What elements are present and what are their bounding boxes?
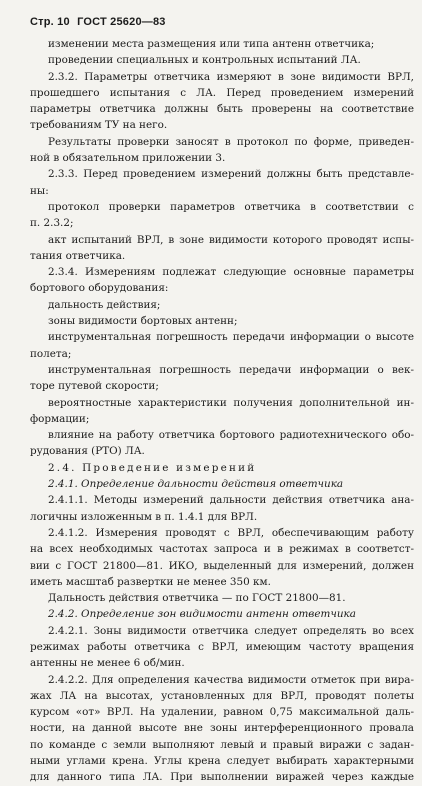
- text-line: формации;: [30, 412, 90, 425]
- text-line: 2.4.2. Определение зон видимости антенн ответчика: [48, 608, 356, 621]
- text-line: антенны не менее 6 об/мин.: [30, 657, 185, 670]
- body-text: [30, 36, 414, 786]
- text-line: 2.4.1.2. Измерения проводят с ВРЛ, обеспечивающим работу: [48, 526, 414, 539]
- text-line: 2.3.3. Перед проведением измерений должны быть представле-: [48, 168, 414, 181]
- text-line: рудования (РТО) ЛА.: [30, 445, 145, 458]
- text-line: прошедшего испытания с ЛА. Перед проведением измерений: [30, 86, 414, 99]
- text-line: по команде с земли выполняют левый и правый виражи с задан-: [30, 738, 414, 751]
- text-line: акт испытаний ВРЛ, в зоне видимости которого проводят испы-: [48, 233, 414, 246]
- text-line: 2.4.1. Определение дальности действия ответчика: [48, 478, 344, 491]
- text-line: проведении специальных и контрольных испытаний ЛА.: [48, 54, 361, 67]
- text-line: 2.4.2.1. Зоны видимости ответчика следует определять во всех: [48, 624, 414, 637]
- text-line: логичны изложенным в п. 1.4.1 для ВРЛ.: [30, 510, 258, 523]
- text-line: иметь масштаб развертки не менее 350 км.: [30, 575, 271, 588]
- text-line: 2.4.2.2. Для определения качества видимости отметок при вира-: [48, 673, 414, 686]
- text-line: 2.3.2. Параметры ответчика измеряют в зоне видимости ВРЛ,: [48, 70, 414, 83]
- text-line: дальность действия;: [48, 298, 161, 311]
- text-line: параметры ответчика должны быть проверены на соответствие: [30, 103, 414, 116]
- text-line: вии с ГОСТ 21800—81. ИКО, выделенный для измерений, должен: [30, 559, 414, 572]
- text-line: инструментальная погрешность передачи информации о век-: [48, 363, 414, 376]
- text-line: инструментальная погрешность передачи информации о высоте: [48, 331, 414, 344]
- text-line: для данного типа ЛА. При выполнении виражей через каждые: [30, 771, 414, 784]
- text-line: Результаты проверки заносят в протокол по форме, приведен-: [48, 135, 414, 148]
- standard-code: ГОСТ 25620—83: [77, 16, 166, 28]
- page-header: [30, 16, 166, 28]
- text-line: 2.4.1.1. Методы измерений дальности действия ответчика ана-: [48, 494, 414, 507]
- page-number: Стр. 10: [30, 16, 70, 28]
- text-line: тания ответчика.: [30, 249, 126, 262]
- text-line: на всех необходимых частотах запроса и в режимах в соответст-: [30, 543, 414, 556]
- text-line: ными углами крена. Углы крена следует выбирать характерными: [30, 755, 414, 768]
- text-line: влияние на работу ответчика бортового радиотехнического обо-: [48, 429, 414, 442]
- text-line: 2.4. Проведение измерений: [48, 461, 257, 474]
- text-line: курсом «от» ВРЛ. На удалении, равном 0,75 максимальной даль-: [30, 706, 414, 719]
- text-line: ности, на данной высоте вне зоны интерференционного провала: [30, 722, 414, 735]
- text-line: протокол проверки параметров ответчика в соответствии с: [48, 200, 414, 213]
- text-line: вероятностные характеристики получения дополнительной ин-: [48, 396, 414, 409]
- text-line: жах ЛА на высотах, установленных для ВРЛ, проводят полеты: [30, 689, 414, 702]
- text-line: Дальность действия ответчика — по ГОСТ 21800—81.: [48, 592, 346, 605]
- text-line: режимах работы ответчика с ВРЛ, имеющим частоту вращения: [30, 640, 414, 653]
- text-line: требованиям ТУ на него.: [30, 119, 168, 132]
- text-line: полета;: [30, 347, 72, 360]
- text-line: 2.3.4. Измерениям подлежат следующие основные параметры: [48, 266, 414, 279]
- text-line: п. 2.3.2;: [30, 217, 74, 230]
- text-line: зоны видимости бортовых антенн;: [48, 315, 238, 328]
- text-line: изменении места размещения или типа антенн ответчика;: [48, 38, 375, 50]
- text-line: торе путевой скорости;: [30, 380, 159, 393]
- text-line: ны:: [30, 184, 49, 197]
- text-line: ной в обязательном приложении 3.: [30, 152, 226, 165]
- text-line: бортового оборудования:: [30, 282, 169, 295]
